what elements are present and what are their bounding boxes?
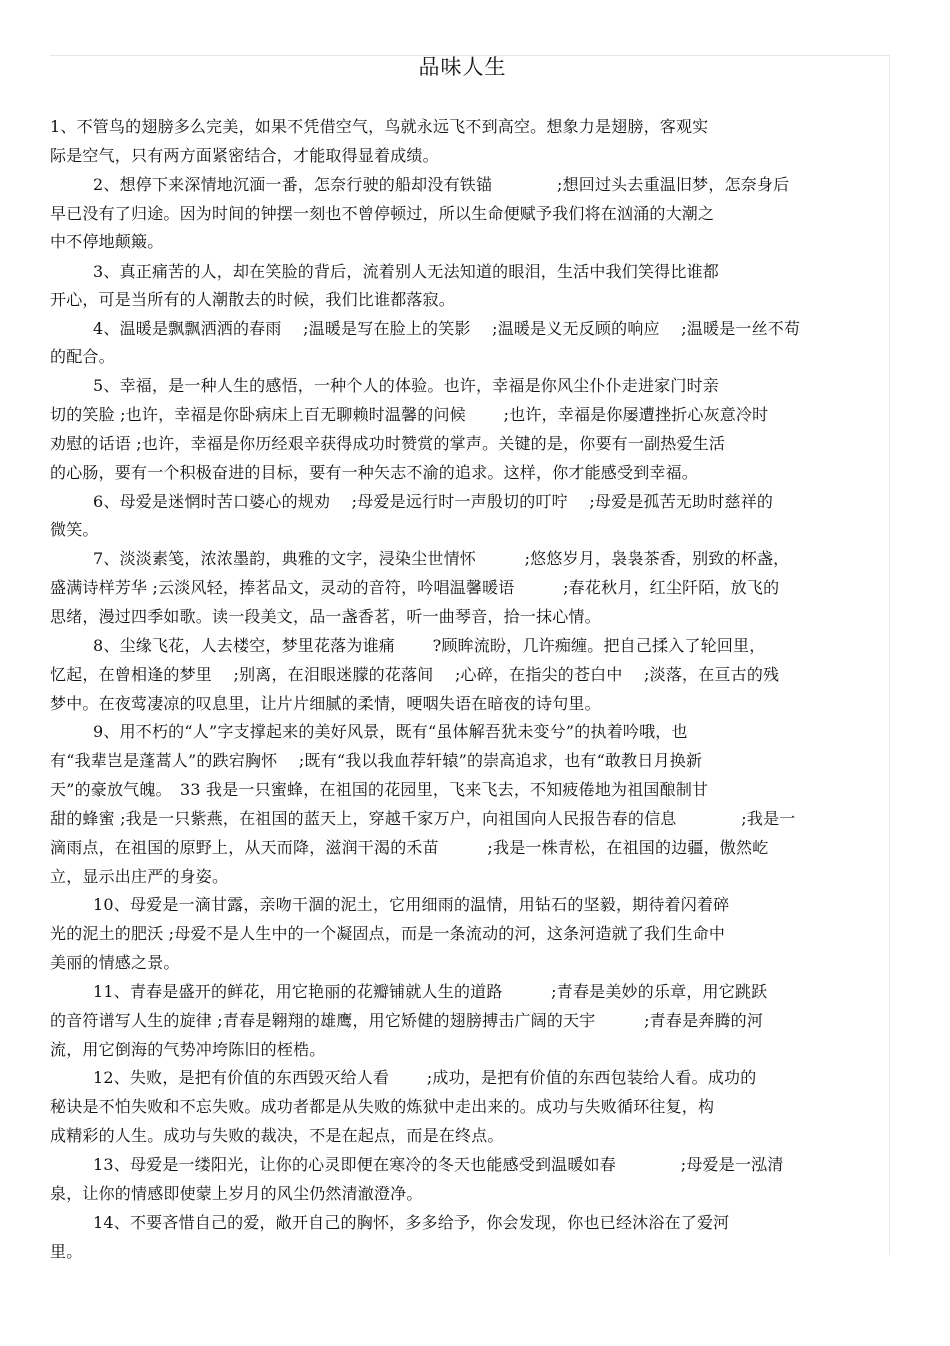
text-line: 4、温暖是飘飘洒洒的春雨 ;温暖是写在脸上的笑影 ;温暖是义无反顾的响应 ;温暖是一丝不苟	[93, 319, 801, 338]
text-line: 中不停地颠簸。	[50, 232, 164, 251]
text-line: 13、母爱是一缕阳光，让你的心灵即便在寒冷的冬天也能感受到温暖如春 ;母爱是一泓清	[93, 1155, 784, 1174]
text-line: 5、幸福，是一种人生的感悟，一种个人的体验。也许，幸福是你风尘仆仆走进家门时亲	[93, 376, 719, 395]
text-line: 14、不要吝惜自己的爱，敞开自己的胸怀，多多给予，你会发现，你也已经沐浴在了爱河	[93, 1213, 730, 1232]
text-line: 泉，让你的情感即使蒙上岁月的风尘仍然清澈澄净。	[50, 1184, 423, 1203]
text-line: 开心，可是当所有的人潮散去的时候，我们比谁都落寂。	[50, 290, 456, 309]
text-line: 7、淡淡素笺，浓浓墨韵，典雅的文字，浸染尘世情怀 ;悠悠岁月，袅袅茶香，别致的杯盏，	[93, 549, 790, 568]
text-line: 际是空气，只有两方面紧密结合，才能取得显着成绩。	[50, 146, 439, 165]
text-line: 劝慰的话语 ;也许，幸福是你历经艰辛获得成功时赞赏的掌声。关键的是，你要有一副热爱生活	[50, 434, 726, 453]
text-line: 美丽的情感之景。	[50, 953, 180, 972]
text-line: 2、想停下来深情地沉湎一番，怎奈行驶的船却没有铁锚 ;想回过头去重温旧梦，怎奈身后	[93, 175, 790, 194]
text-line: 12、失败，是把有价值的东西毁灭给人看 ;成功，是把有价值的东西包装给人看。成功的	[93, 1068, 757, 1087]
text-line: 滴雨点，在祖国的原野上，从天而降，滋润干渴的禾苗 ;我是一株青松，在祖国的边疆，傲然屹	[50, 838, 769, 857]
text-line: 里。	[50, 1242, 83, 1261]
text-line: 思绪，漫过四季如歌。读一段美文，品一盏香茗，听一曲琴音，拾一抹心情。	[50, 607, 601, 626]
text-line: 1、不管鸟的翅膀多么完美，如果不凭借空气，鸟就永远飞不到高空。想象力是翅膀，客观实	[50, 117, 709, 136]
document-title: 品味人生	[418, 55, 507, 79]
text-line: 早已没有了归途。因为时间的钟摆一刻也不曾停顿过，所以生命便赋予我们将在汹涌的大潮之	[50, 204, 715, 223]
text-line: 成精彩的人生。成功与失败的裁决，不是在起点，而是在终点。	[50, 1126, 504, 1145]
text-line: 光的泥土的肥沃 ;母爱不是人生中的一个凝固点，而是一条流动的河，这条河造就了我们生命中	[50, 924, 726, 943]
text-line: 天”的豪放气魄。 33 我是一只蜜蜂，在祖国的花园里，飞来飞去，不知疲倦地为祖国酿制甘	[50, 780, 709, 799]
text-line: 9、用不朽的“人”字支撑起来的美好风景，既有“虽体解吾犹未变兮”的执着吟哦，也	[93, 722, 688, 741]
text-line: 秘诀是不怕失败和不忘失败。成功者都是从失败的炼狱中走出来的。成功与失败循环往复，构	[50, 1097, 715, 1116]
text-line: 梦中。在夜莺凄凉的叹息里，让片片细腻的柔情，哽咽失语在暗夜的诗句里。	[50, 694, 601, 713]
text-line: 的心肠，要有一个积极奋进的目标，要有一种矢志不渝的追求。这样，你才能感受到幸福。	[50, 463, 699, 482]
text-line: 3、真正痛苦的人，却在笑脸的背后，流着别人无法知道的眼泪，生活中我们笑得比谁都	[93, 262, 719, 281]
text-line: 微笑。	[50, 520, 99, 539]
text-line: 8、尘缘飞花，人去楼空，梦里花落为谁痛 ?顾眸流盼，几许痴缠。把自己揉入了轮回里，	[93, 636, 766, 655]
text-line: 立，显示出庄严的身姿。	[50, 867, 229, 886]
text-line: 流，用它倒海的气势冲垮陈旧的桎梏。	[50, 1040, 326, 1059]
text-line: 10、母爱是一滴甘露，亲吻干涸的泥土，它用细雨的温情，用钻石的坚毅，期待着闪着碎	[93, 895, 730, 914]
text-line: 的配合。	[50, 347, 115, 366]
text-line: 甜的蜂蜜 ;我是一只紫燕，在祖国的蓝天上，穿越千家万户，向祖国向人民报告春的信息 ;我是一	[50, 809, 796, 828]
text-line: 的音符谱写人生的旋律 ;青春是翱翔的雄鹰，用它矫健的翅膀搏击广阔的天宇 ;青春是奔腾的河	[50, 1011, 764, 1030]
text-line: 切的笑脸 ;也许，幸福是你卧病床上百无聊赖时温馨的问候 ;也许，幸福是你屡遭挫折心灰意冷时	[50, 405, 769, 424]
text-line: 盛满诗样芳华 ;云淡风轻，捧茗品文，灵动的音符，吟唱温馨暖语 ;春花秋月，红尘阡陌，放飞的	[50, 578, 780, 597]
text-line: 6、母爱是迷惘时苦口婆心的规劝 ;母爱是远行时一声殷切的叮咛 ;母爱是孤苦无助时慈祥的	[93, 492, 774, 511]
text-line: 忆起，在曾相逢的梦里 ;别离，在泪眼迷朦的花落间 ;心碎，在指尖的苍白中 ;淡落，在亘古的残	[50, 665, 780, 684]
text-line: 11、青春是盛开的鲜花，用它艳丽的花瓣铺就人生的道路 ;青春是美妙的乐章，用它跳跃	[93, 982, 768, 1001]
text-line: 有“我辈岂是蓬蒿人”的跌宕胸怀 ;既有“我以我血荐轩辕”的崇高追求，也有“敢教日月换新	[50, 751, 703, 770]
